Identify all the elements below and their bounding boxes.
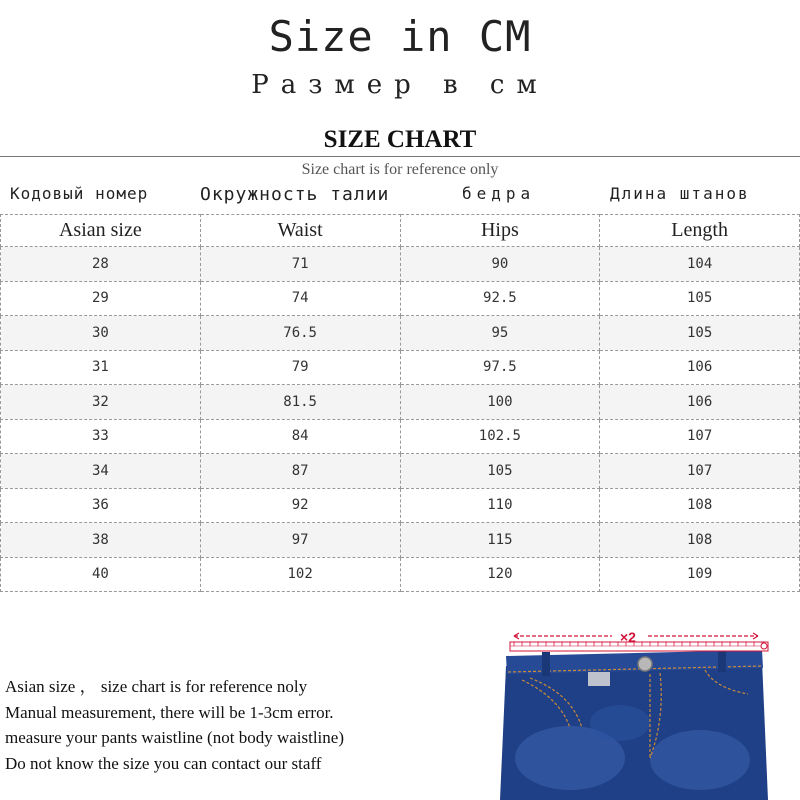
cell-hips: 92.5 — [400, 281, 600, 316]
header-asian-size: Asian size — [1, 215, 201, 247]
cell-hips: 90 — [400, 247, 600, 282]
cell-waist: 76.5 — [200, 316, 400, 351]
ru-header-waist: Окружность талии — [200, 184, 390, 205]
button-icon — [638, 657, 652, 671]
cell-waist: 87 — [200, 454, 400, 489]
note-line: Asian size ， size chart is for reference noly — [5, 677, 308, 696]
measuring-tape-icon — [510, 642, 768, 651]
title-russian: Размер в см — [251, 70, 549, 100]
cell-length: 104 — [600, 247, 800, 282]
table-row — [1, 247, 800, 282]
cell-length: 105 — [600, 316, 800, 351]
cell-waist: 92 — [200, 488, 400, 523]
table-row — [1, 523, 800, 558]
cell-waist: 102 — [200, 557, 400, 592]
cell-size: 36 — [1, 488, 201, 523]
multiplier-label: ×2 — [620, 629, 636, 645]
cell-length: 106 — [600, 385, 800, 420]
cell-size: 30 — [1, 316, 201, 351]
cell-waist: 81.5 — [200, 385, 400, 420]
measurement-notes — [5, 674, 485, 776]
cell-size: 28 — [1, 247, 201, 282]
ru-header-code: Кодовый номер — [10, 184, 149, 203]
cell-waist: 84 — [200, 419, 400, 454]
table-row — [1, 454, 800, 489]
jeans-waist-measurement-image — [500, 628, 770, 800]
divider — [0, 156, 800, 157]
cell-size: 31 — [1, 350, 201, 385]
ru-header-length: Длина штанов — [610, 184, 750, 203]
cell-hips: 105 — [400, 454, 600, 489]
cell-length: 108 — [600, 488, 800, 523]
cell-waist: 74 — [200, 281, 400, 316]
table-row — [1, 350, 800, 385]
note-line: Manual measurement, there will be 1-3cm error. — [5, 702, 334, 722]
table-row — [1, 281, 800, 316]
cell-size: 40 — [1, 557, 201, 592]
cell-length: 105 — [600, 281, 800, 316]
table-row — [1, 488, 800, 523]
cell-waist: 79 — [200, 350, 400, 385]
table-row — [1, 419, 800, 454]
cell-size: 34 — [1, 454, 201, 489]
cell-hips: 97.5 — [400, 350, 600, 385]
note-line: measure your pants waistline (not body waistline) — [5, 728, 344, 747]
cell-hips: 110 — [400, 488, 600, 523]
cell-size: 29 — [1, 281, 201, 316]
header-length: Length — [600, 215, 800, 247]
cell-hips: 102.5 — [400, 419, 600, 454]
cell-size: 38 — [1, 523, 201, 558]
table-row — [1, 557, 800, 592]
cell-waist: 71 — [200, 247, 400, 282]
size-chart-heading: SIZE CHART — [323, 126, 477, 153]
cell-waist: 97 — [200, 523, 400, 558]
title-english: Size in CM — [268, 12, 532, 61]
header-waist: Waist — [200, 215, 400, 247]
table-row — [1, 385, 800, 420]
russian-column-headers — [0, 184, 800, 210]
ru-header-hips: бедра — [462, 184, 536, 203]
reference-note: Size chart is for reference only — [301, 161, 499, 178]
size-table — [0, 214, 800, 592]
table-row — [1, 316, 800, 351]
cell-size: 33 — [1, 419, 201, 454]
cell-length: 109 — [600, 557, 800, 592]
table-header-row — [1, 215, 800, 247]
cell-hips: 95 — [400, 316, 600, 351]
cell-hips: 120 — [400, 557, 600, 592]
cell-length: 108 — [600, 523, 800, 558]
cell-length: 106 — [600, 350, 800, 385]
header-hips: Hips — [400, 215, 600, 247]
cell-size: 32 — [1, 385, 201, 420]
cell-hips: 100 — [400, 385, 600, 420]
note-line: Do not know the size you can contact our staff — [5, 753, 322, 773]
cell-length: 107 — [600, 454, 800, 489]
cell-length: 107 — [600, 419, 800, 454]
cell-hips: 115 — [400, 523, 600, 558]
